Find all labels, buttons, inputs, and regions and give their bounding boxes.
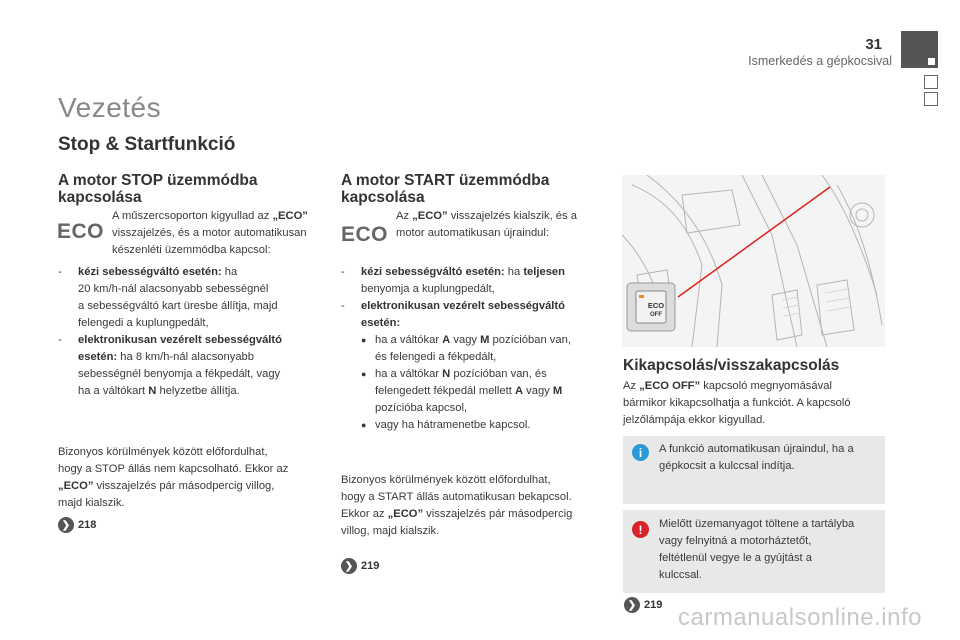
- stop-list: [58, 264, 323, 400]
- disable-heading: Kikapcsolás/visszakapcsolás: [623, 357, 840, 374]
- chapter-title: Ismerkedés a gépkocsival: [748, 54, 892, 68]
- disable-text: Az „ECO OFF” kapcsoló megnyomásával bármikor kikapcsolhatja a funkciót. A kapcsoló jelzőlámpája ekkor kigyullad.: [623, 380, 851, 426]
- dashboard-illustration: [622, 175, 885, 347]
- list-item: - elektronikusan vezérelt sebességváltó esetén:: [341, 300, 565, 329]
- chapter-tab-active[interactable]: [901, 31, 938, 68]
- chevron-right-icon: ❯: [624, 597, 640, 613]
- stop-note: Bizonyos körülmények között előfordulhat, hogy a STOP állás nem kapcsolható. Ekkor az „ECO” visszajelzés pár másodpercig villog, majd kialszik.: [58, 446, 289, 509]
- list-item: - kézi sebességváltó esetén: ha teljesen benyomja a kuplungpedált,: [341, 266, 565, 295]
- start-note: Bizonyos körülmények között előfordulhat, hogy a START állás automatikusan bekapcsol. Ekkor az „ECO” visszajelzés pár másodpercig villog, majd kialszik.: [341, 474, 573, 537]
- info-note-text: A funkció automatikusan újraindul, ha a gépkocsit a kulccsal indítja.: [659, 443, 854, 472]
- stop-intro: A műszercsoporton kigyullad az „ECO” visszajelzés, és a motor automatikusan készenléti üzemmódba kapcsol:: [112, 210, 308, 256]
- start-list: [341, 264, 603, 434]
- chapter-tab[interactable]: [924, 75, 938, 89]
- start-intro: Az „ECO” visszajelzés kialszik, és a motor automatikusan újraindul:: [396, 210, 577, 239]
- warning-note-text: Mielőtt üzemanyagot töltene a tartályba vagy felnyitná a motorháztetőt, feltétlenül vegye le a gyújtást a kulccsal.: [659, 518, 855, 581]
- list-item: - kézi sebességváltó esetén: ha 20 km/h-nál alacsonyabb sebességnél a sebességváltó kart üresbe állítja, majd felengedi a kuplungpedált,: [58, 266, 278, 329]
- list-item: ● vagy ha hátramenetbe kapcsol.: [361, 419, 531, 431]
- page-number: 31: [865, 36, 882, 53]
- eco-indicator-icon: ECO: [341, 223, 389, 246]
- list-item: - elektronikusan vezérelt sebességváltó esetén: ha 8 km/h-nál alacsonyabb sebességnél benyomja a fékpedált, vagy ha a váltókart N helyzetbe állítja.: [58, 334, 282, 397]
- watermark: carmanualsonline.info: [678, 604, 922, 631]
- eco-off-switch-illustration: [622, 175, 885, 347]
- chapter-tab[interactable]: [924, 92, 938, 106]
- chevron-right-icon: ❯: [58, 517, 74, 533]
- warning-icon: !: [632, 521, 649, 538]
- page-reference-link[interactable]: ❯ 218: [58, 517, 96, 533]
- page-reference-link[interactable]: ❯ 219: [341, 558, 379, 574]
- warning-note-box: [623, 510, 885, 593]
- list-item: ● ha a váltókar A vagy M pozícióban van, és felengedi a fékpedált,: [361, 334, 571, 363]
- stop-heading: A motor STOP üzemmódba kapcsolása: [58, 172, 258, 206]
- info-note-box: [623, 436, 885, 504]
- page-reference-link[interactable]: ❯ 219: [624, 597, 662, 613]
- eco-off-button-label: ECO OFF: [647, 301, 665, 318]
- page-title: Vezetés: [58, 92, 162, 123]
- chevron-right-icon: ❯: [341, 558, 357, 574]
- list-item: ● ha a váltókar N pozícióban van, és felengedett fékpedál mellett A vagy M pozícióba kapcsol,: [361, 368, 563, 414]
- eco-indicator-icon: ECO: [57, 220, 105, 243]
- section-title: Stop & Startfunkció: [58, 134, 236, 155]
- info-icon: i: [632, 444, 649, 461]
- start-heading: A motor START üzemmódba kapcsolása: [341, 172, 550, 206]
